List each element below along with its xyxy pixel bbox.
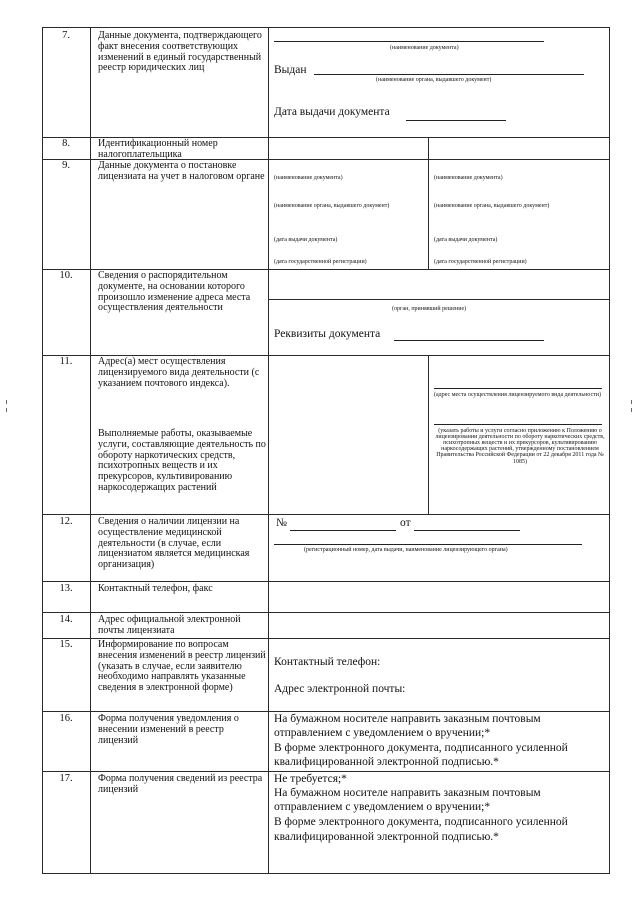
field-caption: (регистрационный номер, дата выдачи, наименование лицензирующего органа) <box>304 547 508 553</box>
registry-option-paper-cont: отправлением с уведомлением о вручении;* <box>274 801 491 813</box>
table-column-divider <box>90 27 91 874</box>
issuer-line <box>314 74 584 75</box>
row-label: Идентификационный номер налогоплательщика <box>98 138 218 160</box>
field-caption: (орган, принявший решение) <box>392 306 467 312</box>
licence-change-form-table <box>42 27 610 874</box>
field-caption: (дата государственной регистрации) <box>434 259 527 265</box>
registry-option-electronic[interactable]: В форме электронного документа, подписанного усиленной <box>274 816 568 828</box>
row-separator <box>42 771 610 772</box>
inner-separator <box>268 299 610 300</box>
row-label: Информирование по вопросам внесения изменений в реестр лицензий (указать в случае, если заявителю необходимо направлять указанные сведения в электронной форме) <box>98 639 266 694</box>
works-line <box>434 424 602 425</box>
registry-option-paper[interactable]: На бумажном носителе направить заказным почтовым <box>274 787 541 799</box>
delivery-option-electronic[interactable]: В форме электронного документа, подписанного усиленной <box>274 742 568 754</box>
address-line <box>434 388 602 389</box>
delivery-option-paper-cont: отправлением с уведомлением о вручении;* <box>274 727 491 739</box>
field-caption: (дата выдачи документа) <box>274 237 338 243</box>
issue-date-line <box>406 120 506 121</box>
table-column-divider <box>268 27 269 874</box>
row-number: 9. <box>62 160 70 171</box>
row-number: 16. <box>59 713 73 724</box>
row-separator <box>42 612 610 613</box>
contact-phone-label: Контактный телефон: <box>274 656 381 668</box>
scan-margin-mark <box>6 408 7 412</box>
delivery-option-paper[interactable]: На бумажном носителе направить заказным почтовым <box>274 713 541 725</box>
licence-date-line <box>414 530 520 531</box>
row-number: 7. <box>62 30 70 41</box>
delivery-option-electronic-cont: квалифицированной электронной подписью.* <box>274 756 499 768</box>
licence-number-line <box>290 530 396 531</box>
field-caption: (указать работы и услуги согласно приложению к Положению о лицензировании деятельности по обороту наркотических средств, психотропных веществ и их прекурсоров, культивированию наркосодержащих растений, утвержденному постановлением Правительства Российской Федерации от 22 декабря 2011 года № 1085) <box>435 428 605 465</box>
field-caption: (наименование документа) <box>274 175 343 181</box>
issue-date-label: Дата выдачи документа <box>274 106 390 118</box>
registry-option-not-required[interactable]: Не требуется;* <box>274 773 347 785</box>
row-number: 8. <box>62 138 70 149</box>
field-caption: (адрес места осуществления лицензируемого вида деятельности) <box>434 392 601 398</box>
issued-label: Выдан <box>274 64 307 76</box>
row-number: 15. <box>59 639 73 650</box>
row-label: Форма получения сведений из реестра лицензий <box>98 773 263 795</box>
licence-details-line <box>274 544 582 545</box>
table-border-right <box>609 27 610 874</box>
requisites-label: Реквизиты документа <box>274 328 381 340</box>
table-border-top <box>42 27 610 28</box>
table-border-bottom <box>42 873 610 874</box>
row-label: Адрес(а) мест осуществления лицензируемого вида деятельности (с указанием почтового индекса). <box>98 356 260 389</box>
scan-margin-mark <box>631 408 632 412</box>
row-separator <box>42 581 610 582</box>
row-separator <box>42 711 610 712</box>
licence-number-label: № <box>276 517 287 529</box>
registry-option-electronic-cont: квалифицированной электронной подписью.* <box>274 831 499 843</box>
row-label: Данные документа о постановке лицензиата на учет в налоговом органе <box>98 160 265 182</box>
row-number: 14. <box>59 614 73 625</box>
row-label: Сведения о распорядительном документе, на основании которого произошло изменение адреса места осуществления деятельности <box>98 270 251 314</box>
row-label: Контактный телефон, факс <box>98 583 213 594</box>
row-label: Адрес официальной электронной почты лицензиата <box>98 614 241 636</box>
scan-margin-mark <box>631 400 632 404</box>
field-caption: (наименование органа, выдавшего документ) <box>274 203 390 209</box>
field-caption: (наименование документа) <box>390 45 459 51</box>
licence-date-label: от <box>400 517 411 529</box>
table-inner-divider <box>428 355 429 514</box>
field-caption: (наименование органа, выдавшего документ) <box>434 203 550 209</box>
table-inner-divider <box>428 137 429 269</box>
row-number: 13. <box>59 583 73 594</box>
row-number: 12. <box>59 516 73 527</box>
requisites-line <box>394 340 544 341</box>
document-name-line <box>274 41 544 42</box>
row-label: Сведения о наличии лицензии на осуществление медицинской деятельности (в случае, если лицензиатом является медицинская организация) <box>98 516 250 571</box>
field-caption: (наименование органа, выдавшего документ) <box>376 77 492 83</box>
email-label: Адрес электронной почты: <box>274 683 406 695</box>
field-caption: (дата выдачи документа) <box>434 237 498 243</box>
table-border-left <box>42 27 43 874</box>
row-label: Форма получения уведомления о внесении изменений в реестр лицензий <box>98 713 239 746</box>
field-caption: (дата государственной регистрации) <box>274 259 367 265</box>
row-number: 17. <box>59 773 73 784</box>
row-number: 10. <box>59 270 73 281</box>
row-label: Данные документа, подтверждающего факт внесения соответствующих изменений в единый государственный реестр юридических лиц <box>98 30 262 74</box>
scan-margin-mark <box>6 400 7 404</box>
row-number: 11. <box>59 356 73 367</box>
row-sublabel: Выполняемые работы, оказываемые услуги, составляющие деятельность по обороту наркотических средств, психотропных веществ и их прекурсоров, культивированию наркосодержащих растений <box>98 428 266 493</box>
row-separator <box>42 514 610 515</box>
field-caption: (наименование документа) <box>434 175 503 181</box>
